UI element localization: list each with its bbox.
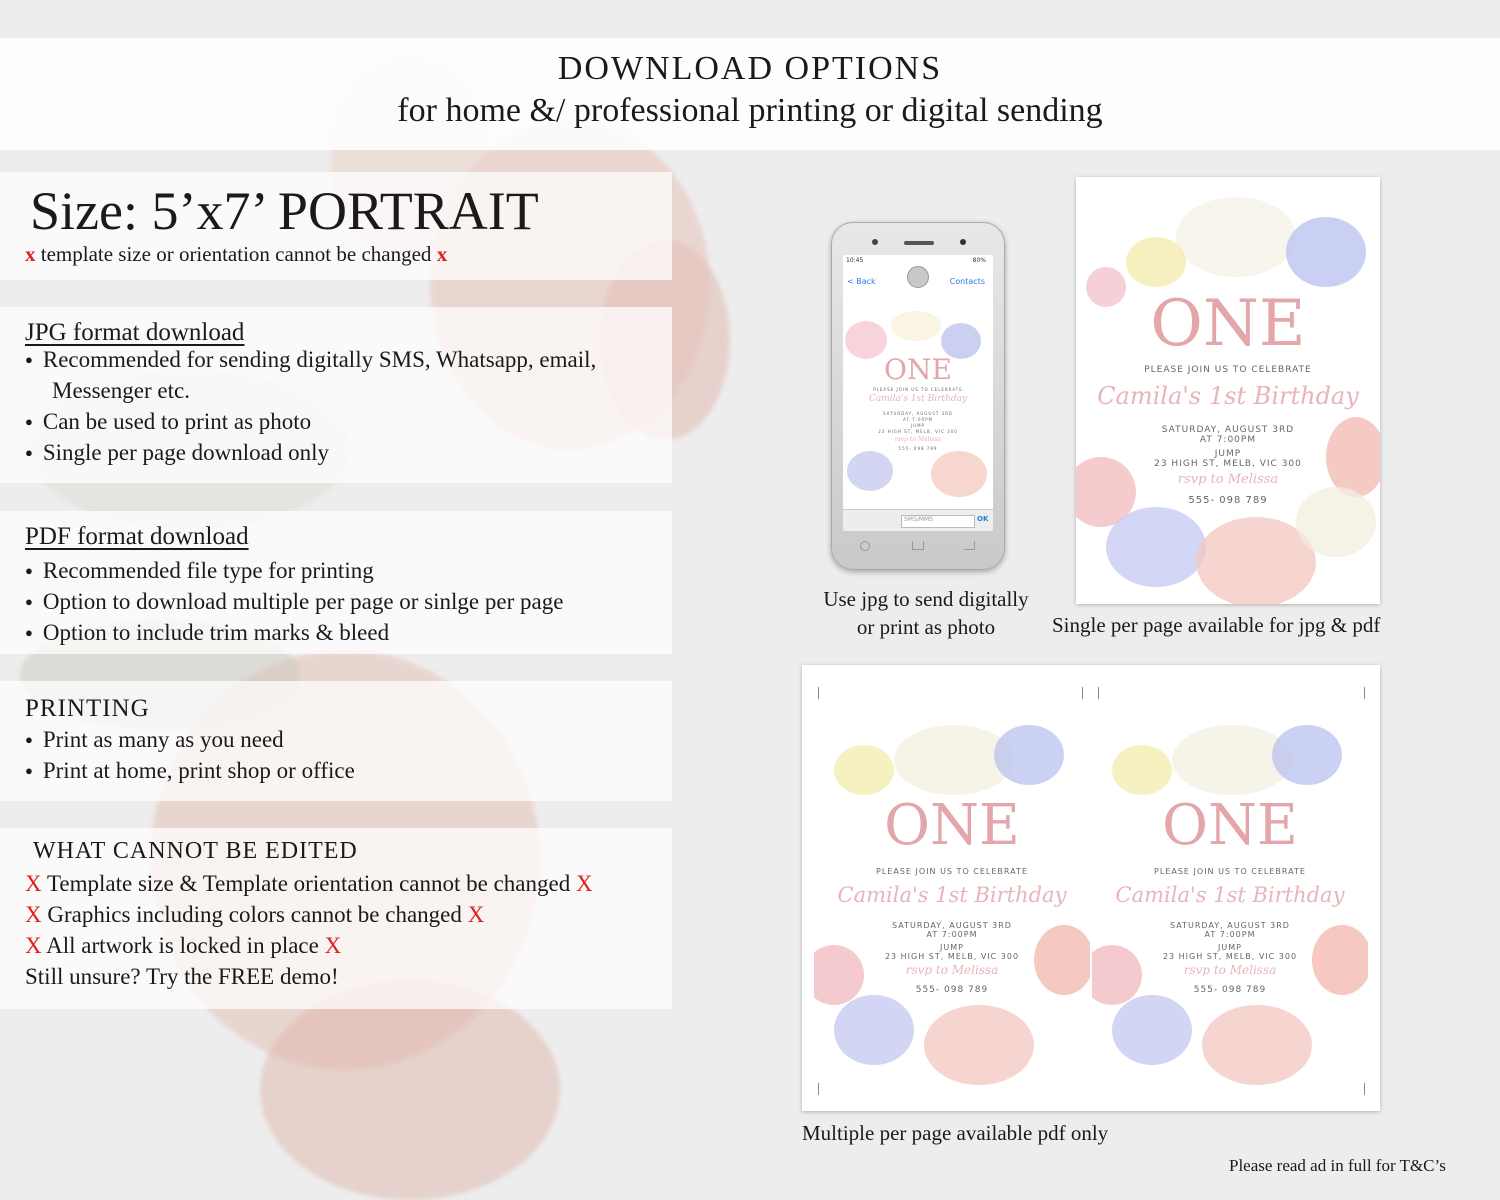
invite-address: 23 HIGH ST, MELB, VIC 300 <box>884 952 1020 961</box>
flower <box>994 725 1064 785</box>
edit-panel <box>0 828 672 1009</box>
invite-name: Camila's 1st Birthday <box>868 394 968 404</box>
size-title: Size: 5’x7’ PORTRAIT <box>30 181 539 241</box>
flower <box>1126 237 1186 287</box>
invite-line: PLEASE JOIN US TO CELEBRATE <box>1144 365 1312 375</box>
list-item: ● Can be used to print as photo <box>25 409 311 435</box>
flower <box>834 995 914 1065</box>
contacts-link[interactable]: Contacts <box>949 277 985 286</box>
single-invite-card <box>1076 177 1380 604</box>
invite-copy <box>1092 695 1368 1085</box>
phone-speaker <box>904 241 934 245</box>
invite-time: AT 7:00PM <box>1199 435 1257 445</box>
list-item: ● Print as many as you need <box>25 727 284 753</box>
status-bar <box>846 257 990 264</box>
invite-rsvp: rsvp to Melissa <box>894 436 942 443</box>
size-note-text: template size or orientation cannot be changed <box>40 242 432 266</box>
list-item <box>25 933 341 959</box>
invite-venue: JUMP <box>1214 449 1242 459</box>
list-item <box>25 871 593 897</box>
invite-time: AT 7:00PM <box>1204 930 1256 939</box>
invite-address: 23 HIGH ST, MELB, VIC 300 <box>1162 952 1298 961</box>
x-mark: X <box>25 933 42 958</box>
invite-rsvp: rsvp to Melissa <box>1177 472 1279 487</box>
demo-text: Still unsure? Try the FREE demo! <box>25 964 339 989</box>
background-petal <box>260 980 560 1200</box>
phone-caption <box>800 585 1052 641</box>
status-battery: 80% <box>972 257 986 264</box>
page-subtitle: for home &/ professional printing or digital sending <box>397 92 1103 129</box>
sms-input[interactable]: SMS/MMS <box>901 515 975 528</box>
list-item: ● Single per page download only <box>25 440 329 466</box>
list-item-text: Template size & Template orientation cannot be changed <box>46 871 571 896</box>
x-mark: X <box>25 871 42 896</box>
flower <box>1286 217 1366 287</box>
list-item: ● Recommended for sending digitally SMS, Whatsapp, email, <box>25 347 596 373</box>
x-mark: X <box>25 902 42 927</box>
list-item: Messenger etc. <box>52 378 190 403</box>
invite-big-text: ONE <box>884 793 1020 858</box>
x-mark: X <box>467 902 485 927</box>
message-image <box>851 301 985 501</box>
pdf-heading: PDF format download <box>25 523 249 550</box>
invite-line: PLEASE JOIN US TO CELEBRATE <box>1154 867 1306 876</box>
invite-phone: 555- 098 789 <box>915 985 989 995</box>
invite-big-text: ONE <box>884 353 952 386</box>
flower <box>1106 507 1206 587</box>
footer-note: Please read ad in full for T&C’s <box>1229 1156 1446 1175</box>
invite-copy <box>814 695 1090 1085</box>
phone-camera <box>960 239 966 245</box>
avatar-icon <box>907 266 929 288</box>
page-title: DOWNLOAD OPTIONS <box>557 50 943 87</box>
x-mark: X <box>575 871 593 896</box>
list-item: ● Recommended file type for printing <box>25 558 374 584</box>
invite-venue: JUMP <box>940 943 964 952</box>
size-note <box>25 242 447 267</box>
list-item-text: All artwork is locked in place <box>46 933 319 958</box>
invite-date: SATURDAY, AUGUST 3RD <box>892 921 1012 930</box>
printing-heading: PRINTING <box>25 695 150 722</box>
phone-mockup <box>831 222 1005 570</box>
pdf-panel <box>0 511 672 654</box>
invite-rsvp: rsvp to Melissa <box>905 963 999 977</box>
invite-address: 23 HIGH ST, MELB, VIC 300 <box>878 429 958 434</box>
invite-address: 23 HIGH ST, MELB, VIC 300 <box>1154 459 1302 469</box>
edit-heading: WHAT CANNOT BE EDITED <box>33 838 358 864</box>
list-item: ● Option to download multiple per page or sinlge per page <box>25 589 563 615</box>
list-item: ● Option to include trim marks & bleed <box>25 620 389 646</box>
list-item-text: Graphics including colors cannot be changed <box>47 902 462 927</box>
list-item: ● Print at home, print shop or office <box>25 758 355 784</box>
invite-rsvp: rsvp to Melissa <box>1183 963 1277 977</box>
invite-venue: JUMP <box>911 423 925 428</box>
invite-phone: 555- 098 789 <box>898 446 938 451</box>
x-mark: x <box>436 242 448 266</box>
search-icon <box>860 541 870 551</box>
invite-name: Camila's 1st Birthday <box>837 883 1067 907</box>
list-item <box>25 902 484 928</box>
invite-name: Camila's 1st Birthday <box>1115 883 1345 907</box>
multiple-invite-sheet <box>802 665 1380 1111</box>
invite-line: PLEASE JOIN US TO CELEBRATE <box>876 867 1028 876</box>
flower <box>924 1005 1034 1085</box>
jpg-heading: JPG format download <box>25 319 245 346</box>
flower <box>931 451 987 497</box>
flower <box>1112 745 1172 795</box>
flower <box>891 311 941 341</box>
phone-camera <box>872 239 878 245</box>
back-icon <box>964 541 975 550</box>
flower <box>1112 995 1192 1065</box>
size-panel <box>0 172 672 280</box>
invite-date: SATURDAY, AUGUST 3RD <box>883 411 953 416</box>
phone-caption-line: Use jpg to send digitally <box>823 587 1029 611</box>
invite-time: AT 7:00PM <box>926 930 978 939</box>
header-band <box>0 38 1500 150</box>
invite-name: Camila's 1st Birthday <box>1097 382 1359 410</box>
phone-screen <box>843 255 993 531</box>
invite-venue: JUMP <box>1218 943 1242 952</box>
x-mark: X <box>324 933 342 958</box>
ok-button[interactable]: OK <box>977 515 989 523</box>
flower <box>1176 197 1296 277</box>
invite-big-text: ONE <box>1162 793 1298 858</box>
status-time: 10:45 <box>846 257 864 264</box>
single-caption: Single per page available for jpg & pdf <box>1052 613 1381 637</box>
invite-time: AT 7:00PM <box>903 417 933 422</box>
invite-big-text: ONE <box>1150 287 1306 361</box>
invite-date: SATURDAY, AUGUST 3RD <box>1161 425 1295 435</box>
x-mark: x <box>25 242 36 266</box>
invite-phone: 555- 098 789 <box>1193 985 1267 995</box>
invite-date: SATURDAY, AUGUST 3RD <box>1170 921 1290 930</box>
flower <box>847 451 893 491</box>
multiple-caption: Multiple per page available pdf only <box>802 1121 1109 1145</box>
flower <box>1272 725 1342 785</box>
message-bar <box>843 509 993 531</box>
invite-line: PLEASE JOIN US TO CELEBRATE <box>873 387 963 392</box>
jpg-panel <box>0 307 672 483</box>
phone-caption-line: or print as photo <box>856 615 996 639</box>
flower <box>1202 1005 1312 1085</box>
home-icon <box>912 541 924 550</box>
printing-panel <box>0 681 672 801</box>
invite-phone: 555- 098 789 <box>1188 495 1268 506</box>
flower <box>834 745 894 795</box>
back-link[interactable]: < Back <box>847 277 876 286</box>
